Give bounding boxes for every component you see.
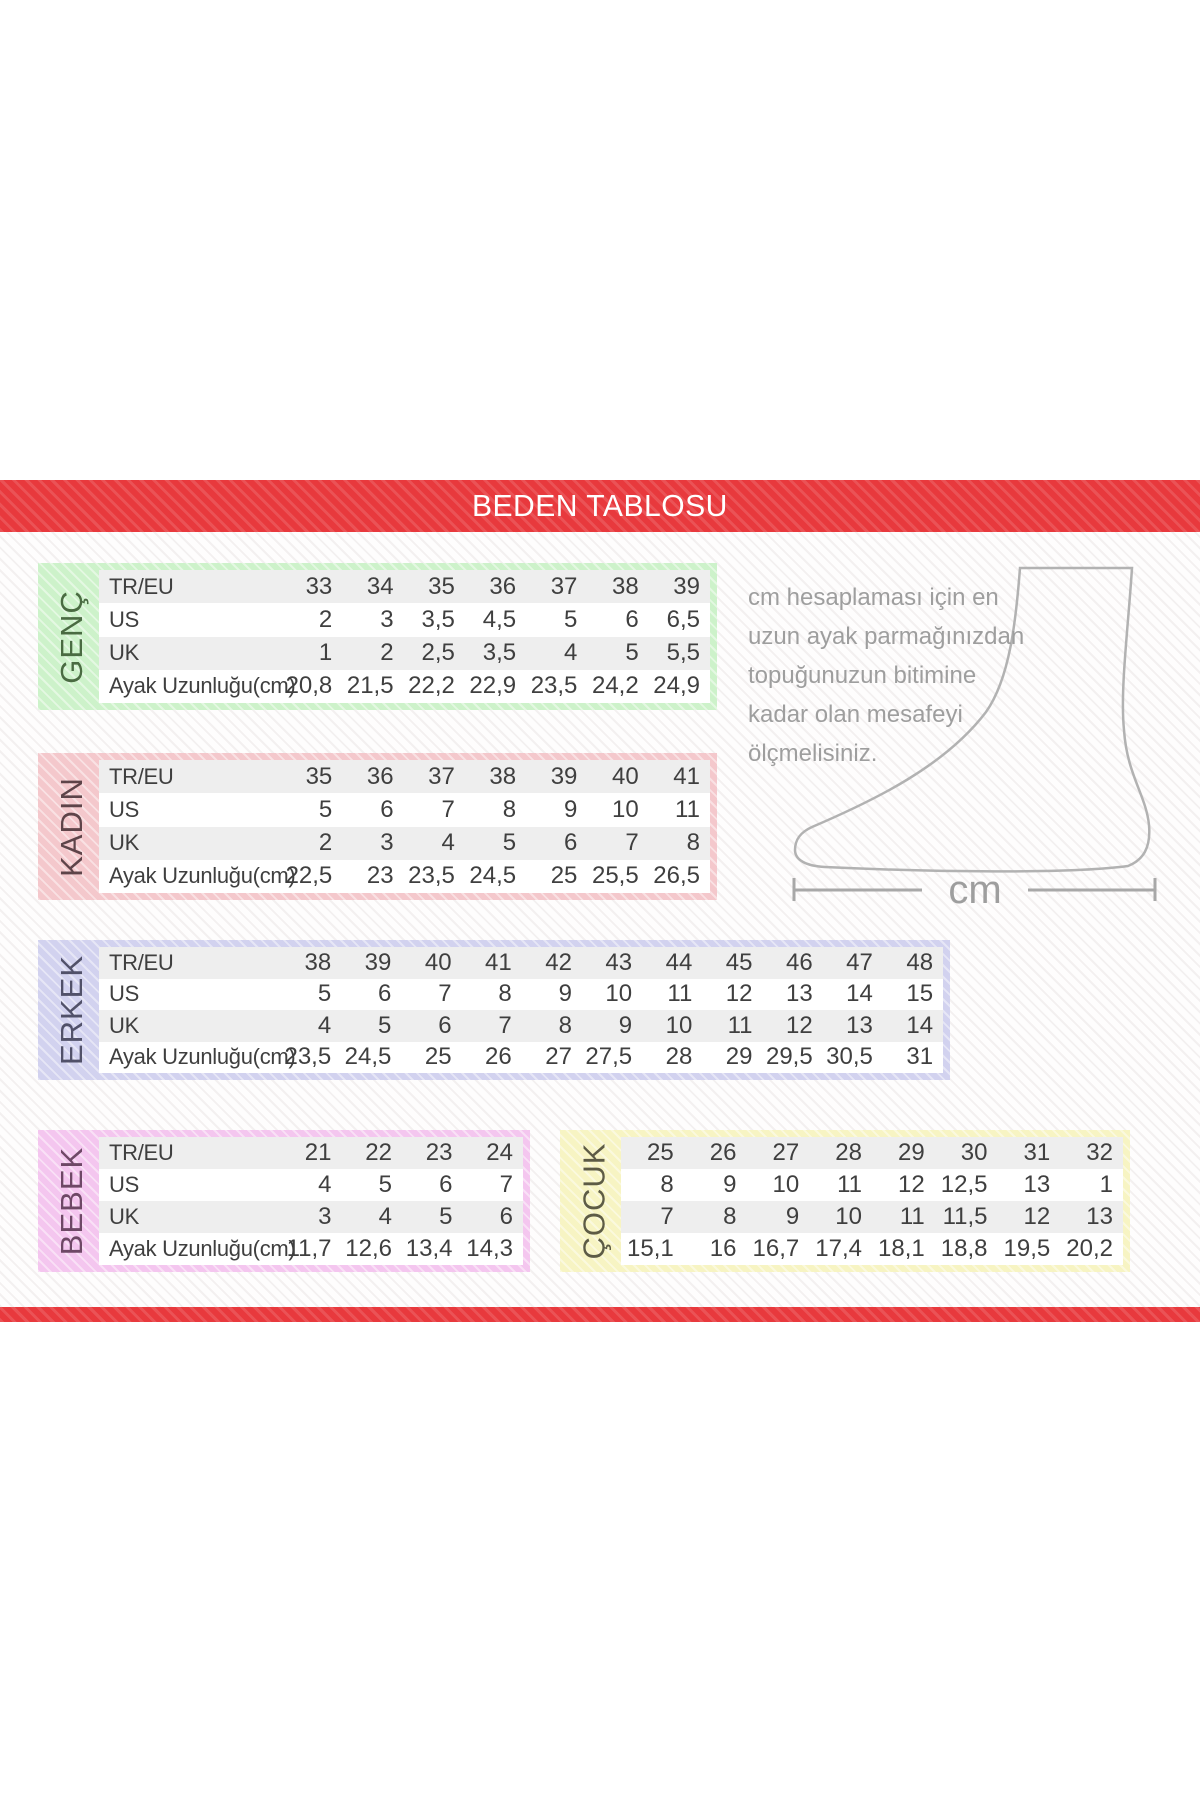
size-value: 14 <box>846 980 873 1008</box>
row-label: US <box>109 606 139 632</box>
size-value: 6 <box>625 605 639 633</box>
baby-size-grid <box>99 1137 523 1265</box>
table-row <box>99 1233 523 1265</box>
size-value: 10 <box>611 795 639 823</box>
size-value: 24,9 <box>653 672 700 700</box>
size-value: 25 <box>550 862 578 890</box>
size-value: 15 <box>906 980 934 1008</box>
size-value: 31 <box>1023 1139 1051 1166</box>
size-value: 35 <box>305 762 333 790</box>
table-row <box>621 1201 1123 1233</box>
size-value: 30,5 <box>826 1043 873 1071</box>
size-value: 23 <box>366 862 394 890</box>
size-value: 11 <box>837 1171 862 1198</box>
size-value: 10 <box>835 1203 862 1230</box>
size-value: 3,5 <box>421 605 455 633</box>
table-row <box>99 637 710 670</box>
women-size-grid <box>99 760 710 893</box>
size-value: 26 <box>485 1043 512 1071</box>
size-value: 9 <box>564 795 578 823</box>
women-category-label: KADIN <box>54 776 89 877</box>
size-value: 5 <box>378 1171 392 1198</box>
size-value: 5 <box>317 980 332 1008</box>
size-value: 27,5 <box>585 1043 633 1071</box>
size-value: 40 <box>611 762 639 790</box>
instruction-line: ölçmelisiniz. <box>748 740 878 767</box>
youth-size-grid <box>99 570 710 703</box>
child-category-label: ÇOCUK <box>576 1142 612 1260</box>
child-size-table <box>560 1130 1130 1272</box>
size-value: 45 <box>725 948 753 976</box>
size-value: 2,5 <box>421 639 455 667</box>
size-value: 5,5 <box>666 639 700 667</box>
size-value: 4 <box>378 1203 392 1230</box>
row-label: US <box>109 981 139 1007</box>
table-row <box>99 827 710 860</box>
size-value: 21,5 <box>346 672 394 700</box>
size-value: 6 <box>439 1171 453 1198</box>
size-value: 5 <box>502 829 517 857</box>
instruction-line: uzun ayak parmağınızdan <box>748 623 1025 650</box>
size-value: 22,9 <box>469 672 517 700</box>
size-value: 24 <box>486 1139 513 1166</box>
size-value: 36 <box>366 762 394 790</box>
size-value: 29,5 <box>765 1043 813 1071</box>
size-value: 5 <box>378 1011 392 1039</box>
size-value: 46 <box>785 948 813 976</box>
size-value: 12,5 <box>940 1171 988 1198</box>
size-value: 10 <box>665 1011 693 1039</box>
size-value: 5 <box>318 795 333 823</box>
size-value: 33 <box>305 572 333 600</box>
size-value: 25 <box>647 1139 674 1166</box>
size-value: 37 <box>428 762 455 790</box>
instruction-line: topuğunuzun bitimine <box>748 662 977 689</box>
size-value: 48 <box>906 948 934 976</box>
table-row <box>99 793 710 826</box>
instruction-line: cm hesaplaması için en <box>748 584 999 611</box>
row-label: TR/EU <box>109 763 174 789</box>
size-value: 32 <box>1086 1139 1113 1166</box>
size-value: 3 <box>380 829 394 857</box>
size-value: 31 <box>906 1043 934 1071</box>
size-value: 28 <box>665 1043 693 1071</box>
size-value: 23,5 <box>530 672 578 700</box>
chart-content-area <box>0 532 1200 1307</box>
row-label: TR/EU <box>109 1140 174 1165</box>
row-label: UK <box>109 640 139 666</box>
row-label: TR/EU <box>109 573 174 599</box>
row-label: TR/EU <box>109 949 174 975</box>
size-value: 11 <box>727 1011 753 1039</box>
size-value: 43 <box>605 948 633 976</box>
size-value: 38 <box>611 572 639 600</box>
men-size-grid <box>99 947 943 1073</box>
size-value: 8 <box>558 1011 572 1039</box>
size-value: 11,5 <box>942 1203 988 1230</box>
size-value: 2 <box>318 605 333 633</box>
row-label: Ayak Uzunluğu(cm) <box>109 1236 296 1261</box>
size-value: 7 <box>498 1011 512 1039</box>
size-value: 12 <box>785 1011 813 1039</box>
table-row <box>621 1137 1123 1169</box>
size-value: 29 <box>725 1043 753 1071</box>
page-title: BEDEN TABLOSU <box>472 488 728 523</box>
table-row <box>99 603 710 636</box>
size-value: 12 <box>725 980 753 1008</box>
size-value: 42 <box>545 948 572 976</box>
size-value: 11 <box>899 1203 925 1230</box>
cm-unit-label: cm <box>948 868 1002 912</box>
baby-size-table <box>38 1130 530 1272</box>
size-value: 39 <box>550 762 578 790</box>
row-label: UK <box>109 1012 139 1038</box>
size-value: 23 <box>425 1139 453 1166</box>
child-size-grid <box>621 1137 1123 1265</box>
size-value: 11,7 <box>286 1235 332 1262</box>
size-value: 6 <box>438 1011 452 1039</box>
size-value: 26 <box>709 1139 737 1166</box>
size-value: 36 <box>489 572 517 600</box>
size-chart-banner <box>0 480 1200 532</box>
size-value: 6 <box>378 980 392 1008</box>
table-row <box>621 1233 1123 1265</box>
size-value: 24,5 <box>344 1043 392 1071</box>
table-row <box>99 760 710 793</box>
size-value: 14 <box>906 1011 934 1039</box>
size-value: 5 <box>439 1203 453 1230</box>
size-value: 24,5 <box>469 862 517 890</box>
size-value: 7 <box>438 980 452 1008</box>
measurement-instruction <box>748 578 1048 773</box>
size-value: 20,8 <box>285 672 333 700</box>
row-label: US <box>109 796 139 822</box>
size-value: 13 <box>1086 1203 1113 1230</box>
size-value: 13 <box>785 980 813 1008</box>
size-value: 9 <box>558 980 572 1008</box>
women-size-table <box>38 753 717 900</box>
youth-size-table <box>38 563 717 710</box>
size-value: 44 <box>665 948 693 976</box>
table-row <box>99 1201 523 1233</box>
size-value: 13,4 <box>405 1235 453 1262</box>
size-value: 9 <box>785 1203 800 1230</box>
size-value: 39 <box>673 572 700 600</box>
size-value: 6,5 <box>666 605 700 633</box>
size-value: 4 <box>318 1171 332 1198</box>
size-value: 27 <box>772 1139 800 1166</box>
size-value: 30 <box>960 1139 988 1166</box>
size-value: 1 <box>318 639 333 667</box>
table-row <box>99 1010 943 1042</box>
size-value: 6 <box>380 795 394 823</box>
size-value: 15,1 <box>627 1235 674 1262</box>
size-value: 16 <box>709 1235 737 1262</box>
table-row <box>621 1169 1123 1201</box>
table-row <box>99 947 943 979</box>
size-value: 40 <box>424 948 452 976</box>
size-value: 35 <box>428 572 455 600</box>
row-label: US <box>109 1172 139 1197</box>
row-label: UK <box>109 830 139 856</box>
size-value: 1 <box>1099 1171 1113 1198</box>
size-value: 8 <box>498 980 512 1008</box>
size-value: 2 <box>318 829 333 857</box>
size-value: 5 <box>625 639 639 667</box>
row-label: Ayak Uzunluğu(cm) <box>109 1044 296 1070</box>
size-value: 34 <box>366 572 394 600</box>
table-row <box>99 860 710 893</box>
size-value: 41 <box>673 762 700 790</box>
size-value: 8 <box>723 1203 737 1230</box>
size-value: 3 <box>318 1203 332 1230</box>
size-value: 25 <box>424 1043 452 1071</box>
size-value: 11 <box>675 795 700 823</box>
size-value: 12 <box>1023 1203 1051 1230</box>
size-value: 23,5 <box>284 1043 332 1071</box>
table-row <box>99 670 710 703</box>
baby-category-label: BEBEK <box>54 1146 90 1256</box>
size-value: 8 <box>502 795 517 823</box>
size-value: 3,5 <box>482 639 517 667</box>
size-value: 7 <box>660 1203 674 1230</box>
row-label: UK <box>109 1204 139 1229</box>
size-value: 19,5 <box>1003 1235 1051 1262</box>
table-row <box>99 979 943 1011</box>
size-value: 4 <box>564 639 578 667</box>
size-value: 11 <box>667 980 693 1008</box>
size-value: 22 <box>365 1139 392 1166</box>
size-value: 38 <box>304 948 332 976</box>
size-value: 7 <box>625 829 639 857</box>
size-value: 6 <box>564 829 578 857</box>
size-value: 16,7 <box>752 1235 800 1262</box>
size-value: 3 <box>380 605 394 633</box>
size-value: 39 <box>364 948 392 976</box>
size-value: 6 <box>499 1203 513 1230</box>
size-value: 13 <box>846 1011 873 1039</box>
size-value: 12,6 <box>345 1235 392 1262</box>
size-value: 25,5 <box>591 862 639 890</box>
size-value: 5 <box>564 605 578 633</box>
size-value: 27 <box>545 1043 572 1071</box>
size-value: 21 <box>304 1139 332 1166</box>
size-value: 8 <box>660 1171 674 1198</box>
size-value: 18,1 <box>878 1235 925 1262</box>
size-value: 20,2 <box>1066 1235 1113 1262</box>
size-value: 29 <box>898 1139 925 1166</box>
table-row <box>99 1169 523 1201</box>
bottom-accent-bar <box>0 1307 1200 1322</box>
instruction-line: kadar olan mesafeyi <box>748 701 963 728</box>
men-size-table <box>38 940 950 1080</box>
row-label: Ayak Uzunluğu(cm) <box>109 673 296 699</box>
size-value: 2 <box>380 639 394 667</box>
size-value: 37 <box>550 572 578 600</box>
size-value: 13 <box>1023 1171 1051 1198</box>
size-value: 4 <box>317 1011 332 1039</box>
youth-category-label: GENÇ <box>54 589 90 684</box>
size-value: 4,5 <box>482 605 517 633</box>
size-value: 18,8 <box>940 1235 988 1262</box>
table-row <box>99 1137 523 1169</box>
size-value: 8 <box>686 829 700 857</box>
size-value: 23,5 <box>408 862 455 890</box>
men-category-label: ERKEK <box>54 954 90 1066</box>
table-row <box>99 1042 943 1074</box>
size-value: 4 <box>441 829 455 857</box>
size-value: 26,5 <box>653 862 700 890</box>
size-value: 7 <box>441 795 455 823</box>
size-value: 12 <box>898 1171 925 1198</box>
size-value: 10 <box>772 1171 800 1198</box>
size-value: 9 <box>723 1171 737 1198</box>
size-value: 22,2 <box>408 672 455 700</box>
size-value: 7 <box>499 1171 513 1198</box>
size-value: 22,5 <box>285 862 333 890</box>
size-value: 41 <box>485 948 512 976</box>
row-label: Ayak Uzunluğu(cm) <box>109 863 296 889</box>
size-value: 38 <box>489 762 517 790</box>
table-row <box>99 570 710 603</box>
size-value: 47 <box>846 948 873 976</box>
size-value: 10 <box>605 980 633 1008</box>
size-value: 14,3 <box>466 1235 513 1262</box>
size-value: 9 <box>618 1011 633 1039</box>
size-value: 28 <box>835 1139 862 1166</box>
size-value: 24,2 <box>591 672 639 700</box>
size-value: 17,4 <box>815 1235 862 1262</box>
